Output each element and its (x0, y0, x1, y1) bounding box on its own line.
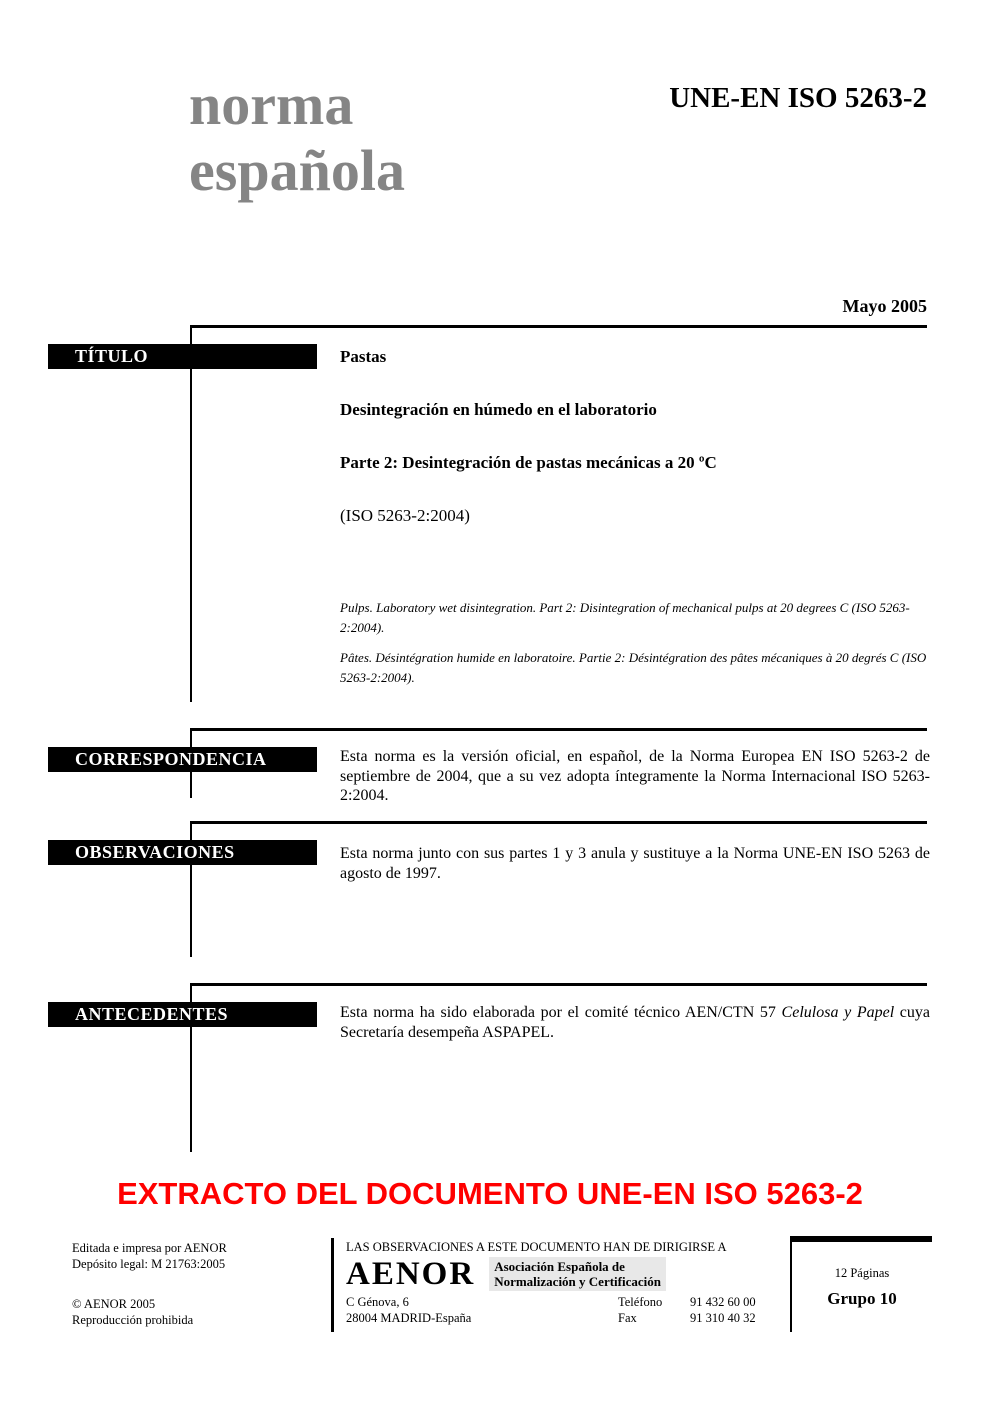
horizontal-rule-correspondencia (190, 728, 927, 731)
title-line-pastas: Pastas (340, 347, 387, 366)
footer-phone-fax-labels (618, 1294, 662, 1326)
title-line-part2: Parte 2: Desintegración de pastas mecánicas a 20 ºC (340, 453, 717, 472)
section-label-observaciones: OBSERVACIONES (48, 840, 317, 865)
footer-phone-label: Teléfono (618, 1295, 663, 1309)
footer-copyright-block (72, 1296, 193, 1328)
aenor-logo: AENOR (346, 1256, 476, 1292)
footer-copyright: © AENOR 2005 (72, 1297, 156, 1311)
section-label-correspondencia: CORRESPONDENCIA (48, 747, 317, 772)
footer-fax-number: 91 310 40 32 (690, 1311, 756, 1325)
footer-divider-rule (331, 1238, 334, 1332)
doc-code: UNE-EN ISO 5263-2 (669, 82, 927, 114)
footer-phone-fax-numbers (690, 1294, 756, 1326)
footer-street: C Génova, 6 (346, 1295, 409, 1309)
vertical-rule-titulo (190, 325, 192, 702)
horizontal-rule-observaciones (190, 821, 927, 824)
footer-page-count: 12 Páginas (834, 1266, 890, 1280)
footer-phone-number: 91 432 60 00 (690, 1295, 756, 1309)
footer-pages-group-box (790, 1236, 932, 1332)
brand-line-1: norma (189, 72, 354, 137)
antecedentes-text-post: cuya Secretaría desempeña ASPAPEL. (340, 1004, 931, 1041)
footer-published-by: Editada e impresa por AENOR (72, 1241, 227, 1255)
footer-legal-deposit: Depósito legal: M 21763:2005 (72, 1257, 226, 1271)
footer-address-block (346, 1294, 471, 1326)
norma-espanola-logo (189, 72, 405, 204)
observaciones-paragraph: Esta norma junto con sus partes 1 y 3 anula y sustituye a la Norma UNE-EN ISO 5263 de agosto de 1997. (340, 845, 930, 882)
aenor-org-line-1: Asociación Española de (494, 1259, 625, 1274)
aenor-org-name (489, 1257, 666, 1291)
section-label-antecedentes: ANTECEDENTES (48, 1002, 317, 1027)
title-english-translation: Pulps. Laboratory wet disintegration. Part 2: Disintegration of mechanical pulps at 20 degrees C (ISO 5263-2:2004). (340, 600, 910, 635)
aenor-org-line-2: Normalización y Certificación (494, 1274, 661, 1289)
extracto-banner: EXTRACTO DEL DOCUMENTO UNE-EN ISO 5263-2 (117, 1176, 863, 1211)
horizontal-rule-antecedentes (190, 983, 927, 986)
issue-date: Mayo 2005 (842, 296, 927, 316)
brand-line-2: española (189, 138, 405, 203)
aenor-logo-row (346, 1256, 666, 1292)
footer-fax-label: Fax (618, 1311, 637, 1325)
correspondencia-paragraph: Esta norma es la versión oficial, en español, de la Norma Europea EN ISO 5263-2 de septiembre de 2004, que a su vez adopta íntegramente la Norma Internacional ISO 5263-2:2004. (340, 748, 930, 804)
footer-reproduction-notice: Reproducción prohibida (72, 1313, 194, 1327)
title-line-subtitle: Desintegración en húmedo en el laboratorio (340, 400, 657, 419)
horizontal-rule-titulo (190, 325, 927, 328)
section-label-titulo: TÍTULO (48, 344, 317, 369)
footer-city: 28004 MADRID-España (346, 1311, 472, 1325)
antecedentes-paragraph (340, 1003, 930, 1042)
title-line-iso-ref: (ISO 5263-2:2004) (340, 506, 470, 525)
footer-group-number: Grupo 10 (827, 1289, 897, 1308)
antecedentes-text-pre: Esta norma ha sido elaborada por el comité técnico AEN/CTN 57 (340, 1004, 782, 1021)
title-french-translation: Pâtes. Désintégration humide en laboratoire. Partie 2: Désintégration des pâtes mécaniques à 20 degrés C (ISO 5263-2:2004). (340, 650, 927, 685)
antecedentes-committee-name: Celulosa y Papel (781, 1004, 895, 1021)
footer-publisher-block (72, 1240, 227, 1272)
footer-observations-notice: LAS OBSERVACIONES A ESTE DOCUMENTO HAN DE DIRIGIRSE A (346, 1240, 727, 1254)
